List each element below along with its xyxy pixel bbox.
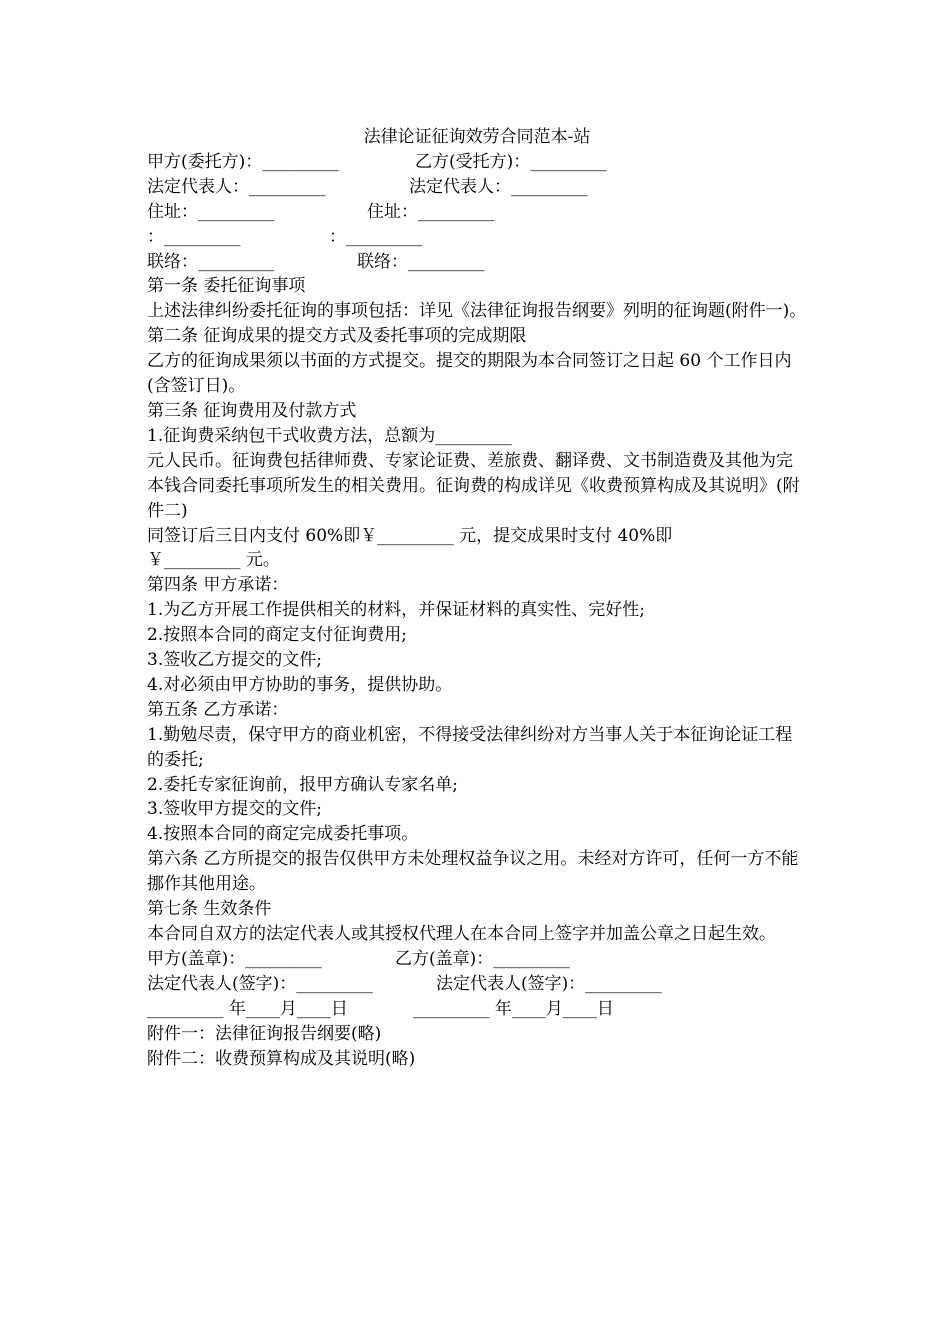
blank-a-field: ：_________ [147,226,241,247]
contract-document [147,125,807,1071]
address-row [147,200,807,225]
seal-a-field: 甲方(盖章)：_________ [147,948,322,969]
representative-row [147,175,807,200]
document-title: 法律论证征询效劳合同范本-站 [363,127,591,147]
contact-row [147,250,807,275]
article1-heading: 第一条 委托征询事项 [147,276,306,297]
article3-fee-description: 元人民币。征询费包括律师费、专家论证费、差旅费、翻译费、文书制造费及其他为完本钱合同委托事项所发生的相关费用。征询费的构成详见《收费预算构成及其说明》(附件二) [147,450,800,521]
addr-b-field: 住址：_________ [367,201,495,222]
rep-b-field: 法定代表人：_________ [409,176,588,197]
article5-item: 2.委托专家征询前，报甲方确认专家名单; [147,774,458,795]
article5-item: 3.签收甲方提交的文件; [147,799,322,820]
rep-a-field: 法定代表人：_________ [147,176,326,197]
appendix-1: 附件一：法律征询报告纲要(略) [147,1023,382,1044]
article3-payment-final: ￥_________ 元。 [147,550,280,571]
article4-heading: 第四条 甲方承诺： [147,575,289,596]
sign-a-field: 法定代表人(签字)：_________ [147,973,373,994]
party-row [147,150,807,175]
article4-item: 4.对必须由甲方协助的事务，提供协助。 [147,674,453,695]
article7-text: 本合同自双方的法定代表人或其授权代理人在本合同上签字并加盖公章之日起生效。 [147,924,776,944]
sign-b-field: 法定代表人(签字)：_________ [436,973,662,994]
date-a-field: _________ 年____月____日 [147,998,348,1019]
date-b-field: _________ 年____月____日 [413,998,614,1019]
blank-b-field: ：_________ [329,226,423,247]
party-a-field: 甲方(委托方)：_________ [147,151,339,172]
appendix-2: 附件二：收费预算构成及其说明(略) [147,1048,416,1069]
addr-a-field: 住址：_________ [147,201,275,222]
article6-text: 第六条 乙方所提交的报告仅供甲方未处理权益争议之用。未经对方许可，任何一方不能挪作其他用途。 [147,849,799,895]
seal-b-field: 乙方(盖章)：_________ [395,948,570,969]
article3-heading: 第三条 征询费用及付款方式 [147,400,357,421]
seal-row [147,947,807,972]
article4-item: 2.按照本合同的商定支付征询费用; [147,625,407,646]
contact-b-field: 联络：_________ [357,251,485,272]
article5-item: 4.按照本合同的商定完成委托事项。 [147,824,419,845]
article5-item: 1.勤勉尽责，保守甲方的商业机密，不得接受法律纠纷对方当事人关于本征询论证工程的委托; [147,724,793,770]
article5-heading: 第五条 乙方承诺： [147,699,289,720]
party-b-field: 乙方(受托方)：_________ [415,151,607,172]
article4-item: 1.为乙方开展工作提供相关的材料，并保证材料的真实性、完好性; [147,600,645,621]
article4-item: 3.签收乙方提交的文件; [147,650,322,671]
article2-heading: 第二条 征询成果的提交方式及委托事项的完成期限 [147,326,527,347]
article1-text: 上述法律纠纷委托征询的事项包括：详见《法律征询报告纲要》列明的征询题(附件一)。 [147,301,807,322]
article7-heading: 第七条 生效条件 [147,899,272,920]
blank-row [147,225,807,250]
contact-a-field: 联络：_________ [147,251,275,272]
article3-fee-total: 1.征询费采纳包干式收费方法，总额为_________ [147,425,512,446]
article2-text: 乙方的征询成果须以书面的方式提交。提交的期限为本合同签订之日起 60 个工作日内(含签订日)。 [147,351,792,397]
signature-row [147,972,807,997]
date-row [147,997,807,1022]
article3-payment-schedule: 同签订后三日内支付 60%即￥_________ 元，提交成果时支付 40%即 [147,525,673,546]
